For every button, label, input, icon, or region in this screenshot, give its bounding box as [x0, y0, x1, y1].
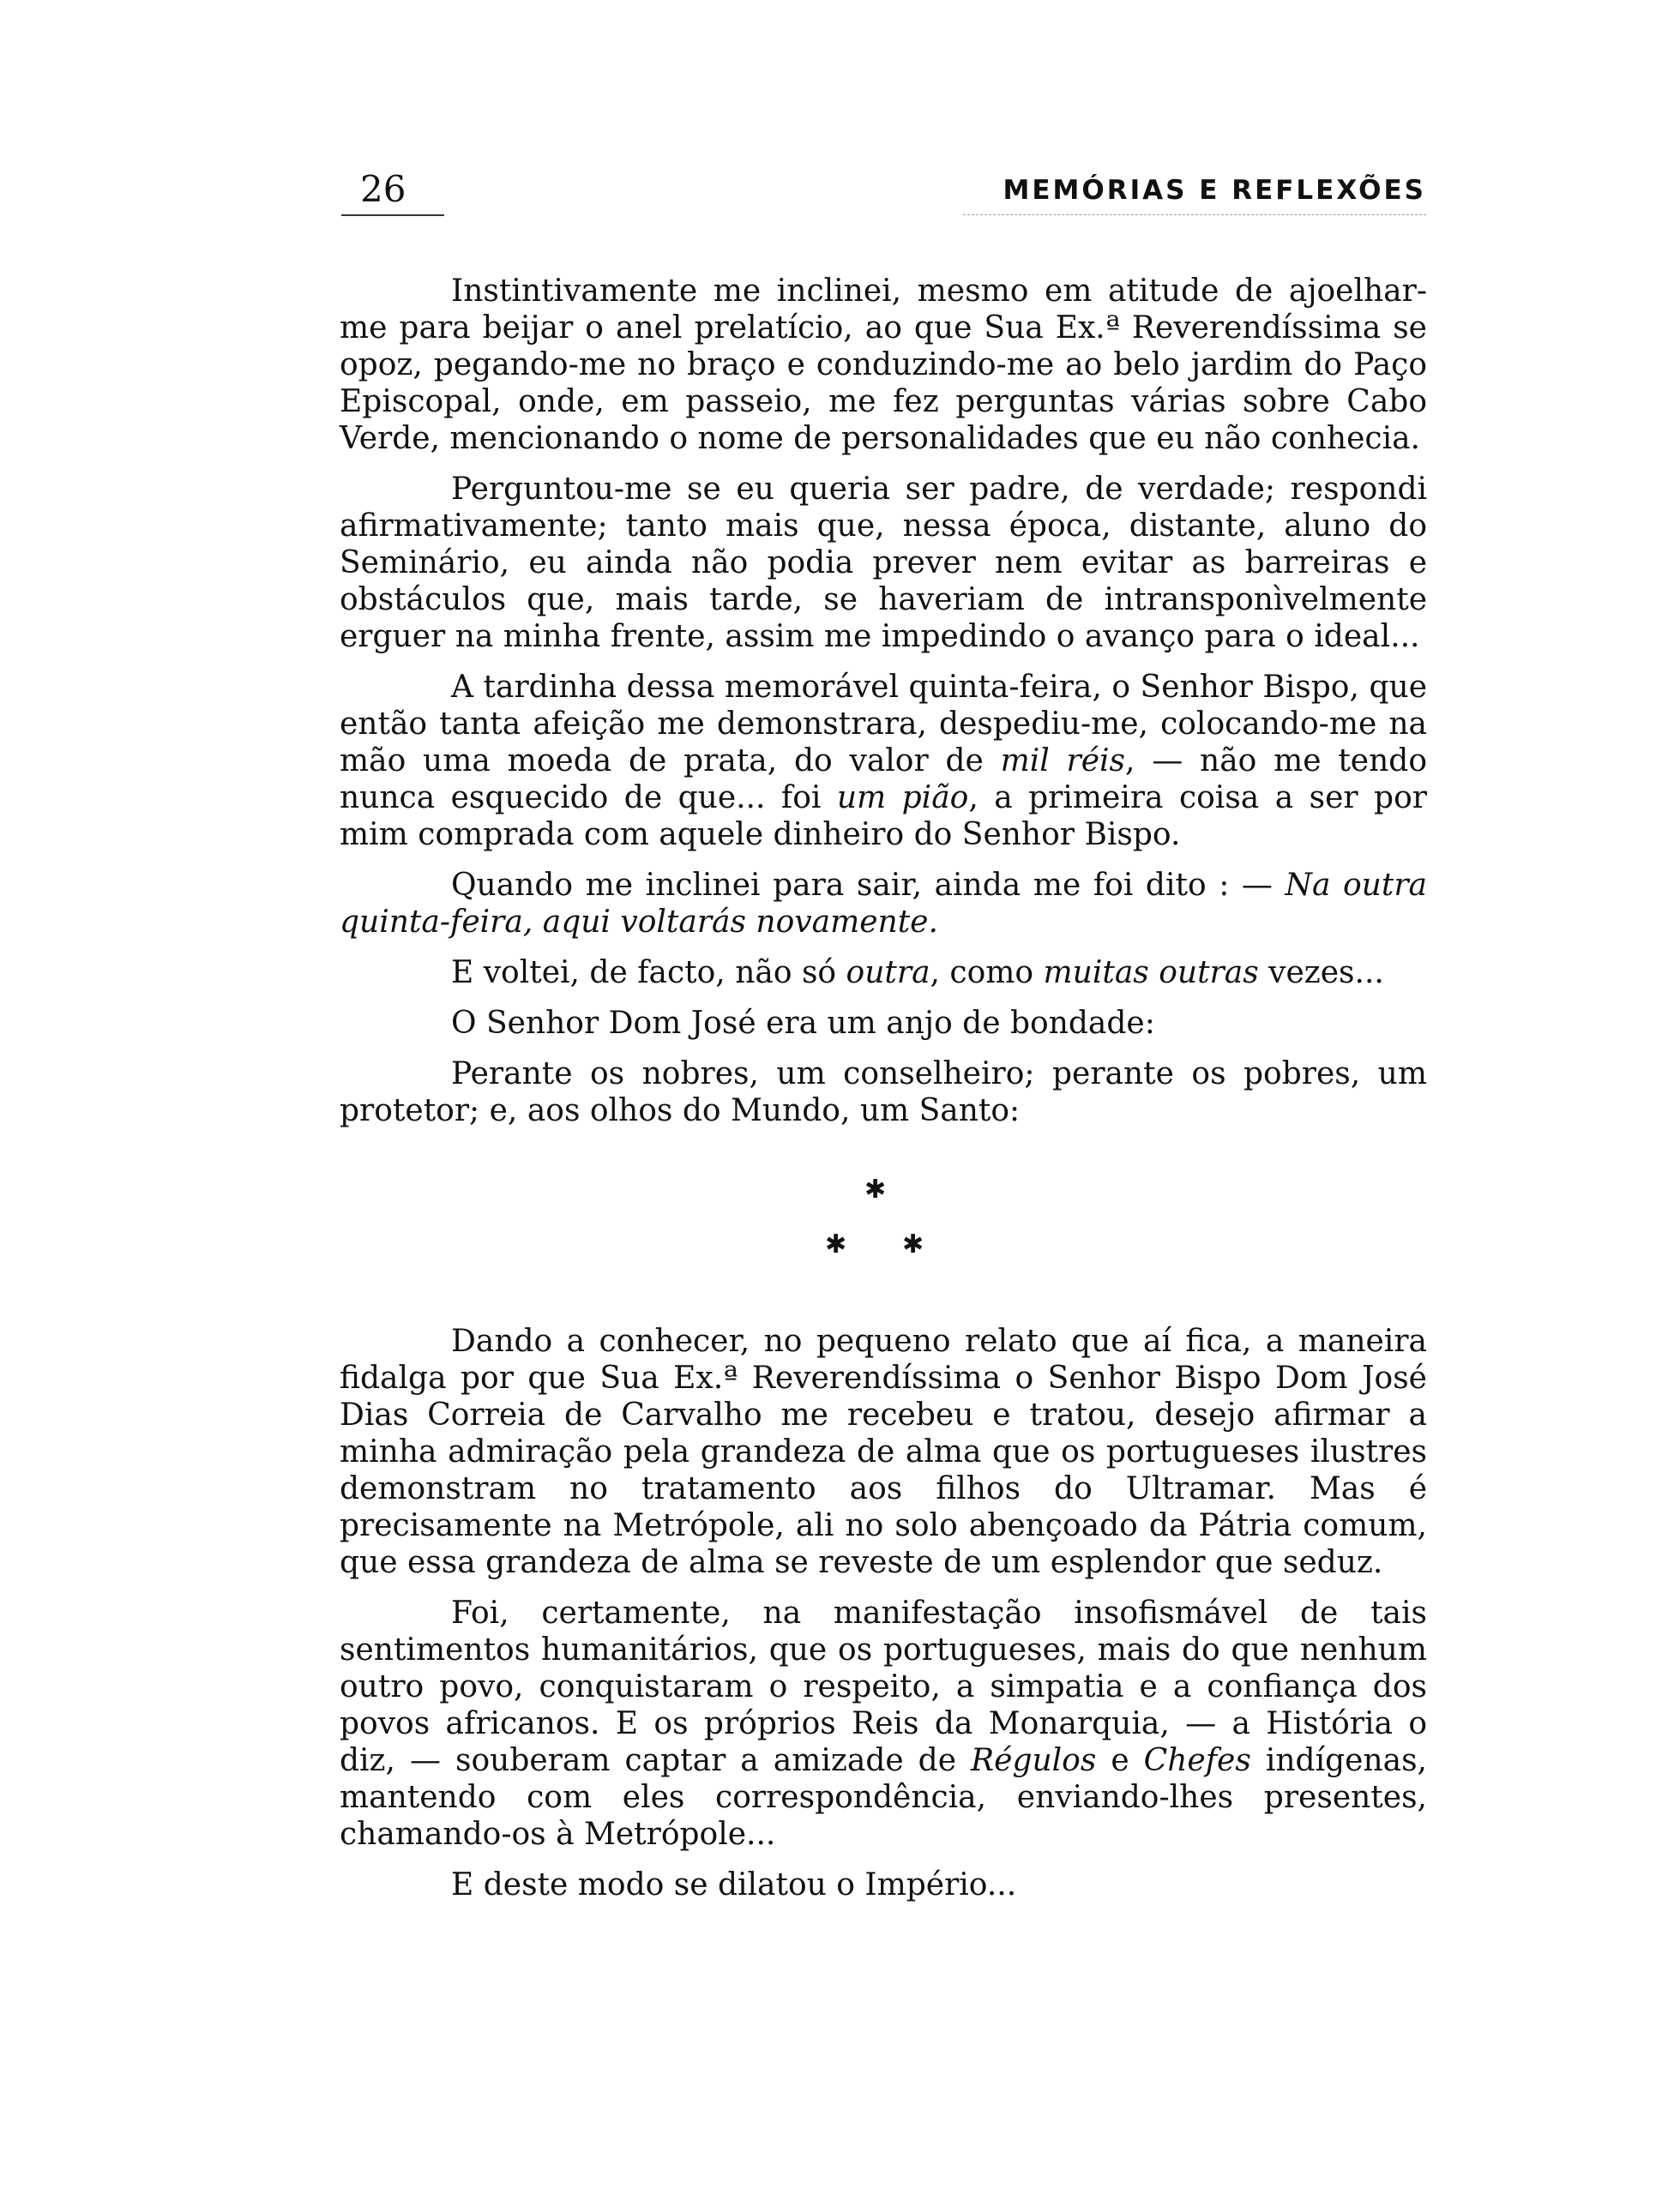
paragraph [340, 1323, 1427, 1581]
body-text [340, 273, 1427, 1917]
text-run: , — não me tendo nunca esquecido de que... foi [340, 743, 1428, 815]
asterism-star-right: ✱ [902, 1229, 924, 1259]
text-run: e [1096, 1743, 1144, 1778]
text-run: vezes... [1258, 955, 1384, 990]
italic-text: Na outra quinta-feira, aqui voltarás novamente. [340, 868, 1428, 940]
text-run: Dando a conhecer, no pequeno relato que aí fica, a maneira fidalga por que Sua Ex.ª Reverendíssima o Senhor Bispo Dom José Dias Correia de Carvalho me recebeu e tratou, desejo afirmar a minha admiração pela grandeza de alma que os portugueses ilustres demonstram no tratamento aos filhos do Ultramar. Mas é precisamente na Metrópole, ali no solo abençoado da Pátria comum, que essa grandeza de alma se reveste de um esplendor que seduz. [340, 1324, 1427, 1580]
text-run: A tardinha dessa memorável quinta-feira, o Senhor Bispo, que então tanta afeição me demonstrara, despediu-me, colocando-me na mão uma moeda de prata, do valor de [340, 670, 1427, 778]
paragraph [340, 954, 1427, 991]
text-run: , como [930, 955, 1044, 990]
page-number: 26 [360, 168, 406, 210]
italic-text: Chefes [1143, 1743, 1251, 1778]
text-run: E deste modo se dilatou o Império... [451, 1867, 1017, 1902]
header-rule [341, 214, 444, 216]
header-rule [963, 214, 1426, 215]
asterism-star-top: ✱ [864, 1175, 887, 1205]
text-run: Perante os nobres, um conselheiro; perante os pobres, um protetor; e, aos olhos do Mundo, um Santo: [340, 1056, 1427, 1128]
italic-text: um pião [836, 780, 969, 815]
text-run: O Senhor Dom José era um anjo de bondade: [451, 1006, 1155, 1041]
paragraph [340, 867, 1427, 941]
text-run: indígenas, mantendo com eles correspondência, enviando-lhes presentes, chamando-os à Metrópole... [340, 1743, 1427, 1852]
page-header [341, 163, 1426, 223]
paragraph [340, 273, 1427, 457]
text-run: Instintivamente me inclinei, mesmo em atitude de ajoelhar-me para beijar o anel prelatício, ao que Sua Ex.ª Reverendíssima se opoz, pegando-me no braço e conduzindo-me ao belo jardim do Paço Episcopal, onde, em passeio, me fez perguntas várias sobre Cabo Verde, mencionando o nome de personalidades que eu não conhecia. [340, 273, 1427, 456]
paragraph [340, 1005, 1427, 1042]
paragraph [340, 1055, 1427, 1129]
text-run: Quando me inclinei para sair, ainda me foi dito : — [451, 868, 1286, 903]
italic-text: mil réis [1000, 743, 1126, 778]
text-run: , a primeira coisa a ser por mim comprada com aquele dinheiro do Senhor Bispo. [340, 780, 1427, 852]
paragraph [340, 1866, 1427, 1903]
paragraph [340, 1595, 1427, 1853]
section-ornament [340, 1143, 1427, 1323]
running-title: MEMÓRIAS E REFLEXÕES [1003, 175, 1426, 206]
text-run: Foi, certamente, na manifestação insofismável de tais sentimentos humanitários, que os portugueses, mais do que nenhum outro povo, conquistaram o respeito, a simpatia e a confiança dos povos africanos. E os próprios Reis da Monarquia, — a História o diz, — souberam captar a amizade de [340, 1596, 1427, 1778]
text-run: Perguntou-me se eu queria ser padre, de verdade; respondi afirmativamente; tanto mais que, nessa época, distante, aluno do Seminário, eu ainda não podia prever nem evitar as barreiras e obstáculos que, mais tarde, se haveriam de intransponìvelmente erguer na minha frente, assim me impedindo o avanço para o ideal... [340, 472, 1427, 654]
italic-text: outra [846, 955, 930, 990]
paragraphs-after-ornament [340, 1323, 1427, 1903]
paragraphs-before-ornament [340, 273, 1427, 1129]
paragraph [340, 471, 1427, 655]
text-run: E voltei, de facto, não só [451, 955, 846, 990]
paragraph [340, 669, 1427, 853]
asterism-star-left: ✱ [825, 1229, 847, 1259]
italic-text: Régulos [971, 1743, 1097, 1778]
italic-text: muitas outras [1043, 955, 1259, 990]
